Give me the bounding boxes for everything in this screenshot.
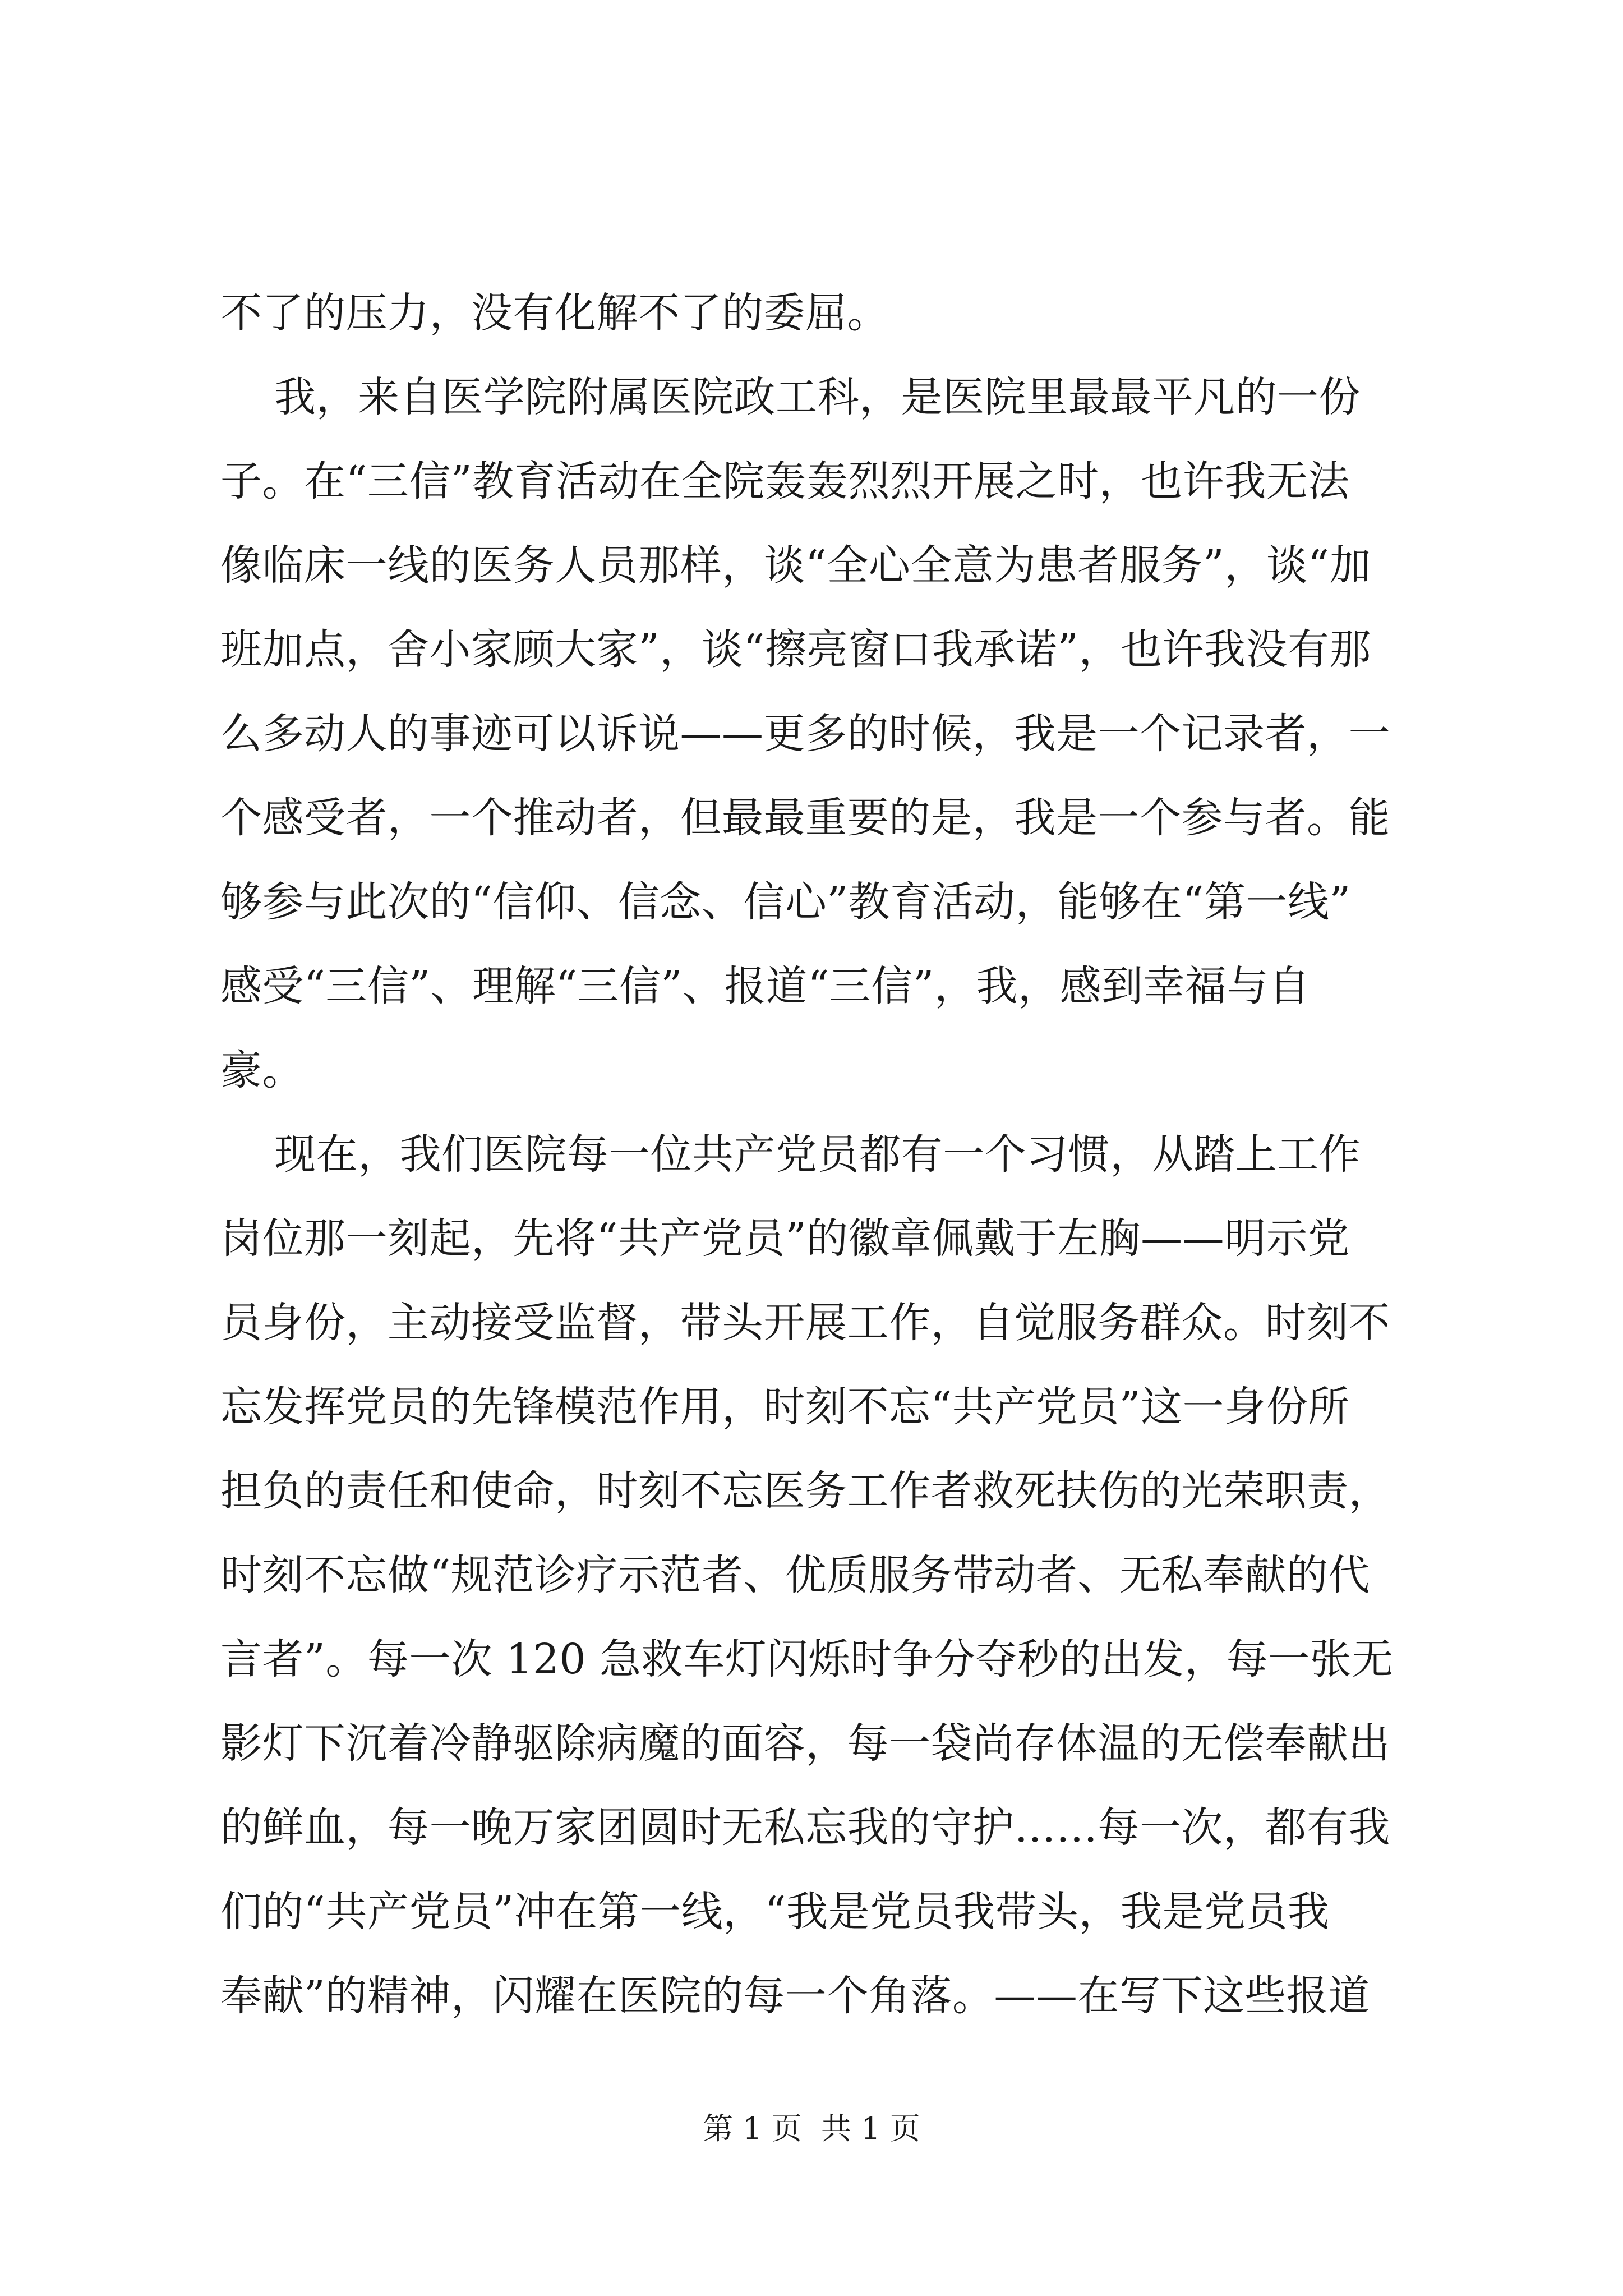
text-line: 言者”。每一次 120 急救车灯闪烁时争分夺秒的出发，每一张无 (220, 1635, 1394, 1683)
text-line: 影灯下沉着冷静驱除病魔的面容，每一袋尚存体温的无偿奉献出 (220, 1719, 1390, 1768)
text-line: 个感受者，一个推动者，但最最重要的是，我是一个参与者。能 (220, 794, 1390, 842)
text-line: 现在，我们医院每一位共产党员都有一个习惯，从踏上工作 (220, 1130, 1361, 1179)
text-line: 感受“三信”、理解“三信”、报道“三信”，我，感到幸福与自 (220, 962, 1311, 1010)
text-line: 子。在“三信”教育活动在全院轰轰烈烈开展之时，也许我无法 (220, 457, 1350, 505)
text-line: 豪。 (220, 1046, 304, 1094)
text-line: 担负的责任和使命，时刻不忘医务工作者救死扶伤的光荣职责， (220, 1467, 1390, 1515)
text-line: 不了的压力，没有化解不了的委屈。 (220, 289, 889, 337)
text-line: 奉献”的精神，闪耀在医院的每一个角落。——在写下这些报道 (220, 1972, 1370, 2020)
text-line: 的鲜血，每一晚万家团圆时无私忘我的守护……每一次，都有我 (220, 1803, 1390, 1852)
text-line: 时刻不忘做“规范诊疗示范者、优质服务带动者、无私奉献的代 (220, 1551, 1370, 1599)
text-line: 像临床一线的医务人员那样，谈“全心全意为患者服务”，谈“加 (220, 541, 1371, 590)
text-line: 我，来自医学院附属医院政工科，是医院里最最平凡的一份 (220, 373, 1361, 421)
text-line: 们的“共产党员”冲在第一线，“我是党员我带头，我是党员我 (220, 1888, 1330, 1936)
text-line: 么多动人的事迹可以诉说——更多的时候，我是一个记录者，一 (220, 710, 1390, 758)
text-line: 够参与此次的“信仰、信念、信心”教育活动，能够在“第一线” (220, 878, 1351, 926)
text-line: 忘发挥党员的先锋模范作用，时刻不忘“共产党员”这一身份所 (220, 1383, 1350, 1431)
text-line: 班加点，舍小家顾大家”，谈“擦亮窗口我承诺”，也许我没有那 (220, 625, 1371, 674)
page-number-footer: 第 1 页 共 1 页 (703, 2111, 920, 2146)
text-line: 员身份，主动接受监督，带头开展工作，自觉服务群众。时刻不 (220, 1299, 1390, 1347)
text-line: 岗位那一刻起，先将“共产党员”的徽章佩戴于左胸——明示党 (220, 1214, 1350, 1263)
